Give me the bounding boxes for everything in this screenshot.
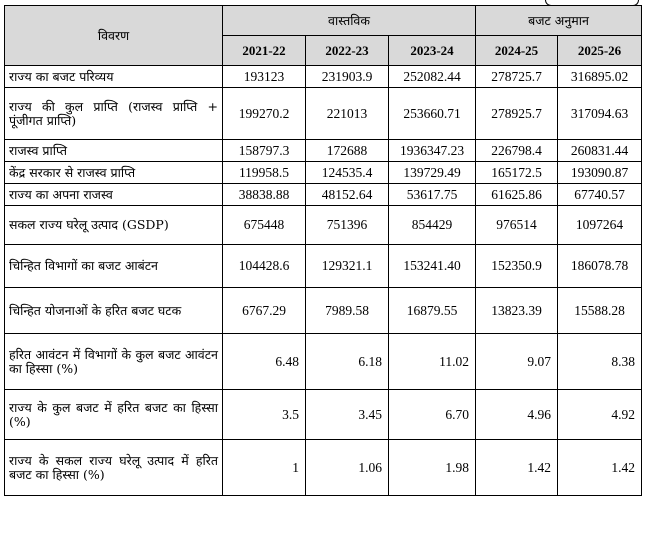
cell-value: 124535.4 [306, 162, 389, 184]
row-label: राज्य का अपना राजस्व [5, 184, 223, 206]
cell-value: 158797.3 [223, 140, 306, 162]
cell-value: 278925.7 [476, 88, 558, 140]
year-header: 2024-25 [476, 36, 558, 66]
cell-value: 9.07 [476, 334, 558, 390]
cell-value: 1.42 [558, 440, 642, 496]
cell-value: 129321.1 [306, 245, 389, 288]
cell-value: 316895.02 [558, 66, 642, 88]
cell-value: 1.06 [306, 440, 389, 496]
cell-value: 48152.64 [306, 184, 389, 206]
cell-value: 15588.28 [558, 288, 642, 334]
cell-value: 3.5 [223, 390, 306, 440]
cell-value: 3.45 [306, 390, 389, 440]
cell-value: 252082.44 [389, 66, 476, 88]
row-label: हरित आवंटन में विभागों के कुल बजट आवंटन का हिस्सा (%) [5, 334, 223, 390]
cell-value: 6767.29 [223, 288, 306, 334]
row-label: राज्य के सकल राज्य घरेलू उत्पाद में हरित बजट का हिस्सा (%) [5, 440, 223, 496]
table-row [5, 140, 642, 162]
cell-value: 165172.5 [476, 162, 558, 184]
table-row [5, 440, 642, 496]
cell-value: 153241.40 [389, 245, 476, 288]
cell-value: 7989.58 [306, 288, 389, 334]
cell-value: 6.18 [306, 334, 389, 390]
cell-value: 231903.9 [306, 66, 389, 88]
cell-value: 253660.71 [389, 88, 476, 140]
cell-value: 16879.55 [389, 288, 476, 334]
year-header: 2025-26 [558, 36, 642, 66]
table-row [5, 206, 642, 245]
cell-value: 4.92 [558, 390, 642, 440]
cell-value: 119958.5 [223, 162, 306, 184]
row-label: राजस्व प्राप्ति [5, 140, 223, 162]
table-row [5, 162, 642, 184]
row-label: चिन्हित योजनाओं के हरित बजट घटक [5, 288, 223, 334]
cell-value: 61625.86 [476, 184, 558, 206]
cell-value: 1.98 [389, 440, 476, 496]
cell-value: 13823.39 [476, 288, 558, 334]
table-row [5, 88, 642, 140]
table-row [5, 390, 642, 440]
table-row [5, 184, 642, 206]
table-row [5, 245, 642, 288]
cell-value: 221013 [306, 88, 389, 140]
cell-value: 260831.44 [558, 140, 642, 162]
budget-table [4, 5, 642, 496]
cell-value: 53617.75 [389, 184, 476, 206]
cell-value: 199270.2 [223, 88, 306, 140]
cell-value: 751396 [306, 206, 389, 245]
cell-value: 11.02 [389, 334, 476, 390]
cell-value: 278725.7 [476, 66, 558, 88]
cell-value: 193123 [223, 66, 306, 88]
row-label: चिन्हित विभागों का बजट आबंटन [5, 245, 223, 288]
column-group-estimate: बजट अनुमान [476, 6, 642, 36]
cell-value: 193090.87 [558, 162, 642, 184]
cell-value: 152350.9 [476, 245, 558, 288]
row-label: राज्य की कुल प्राप्ति (राजस्व प्राप्ति + पूंजीगत प्राप्ति) [5, 88, 223, 140]
year-header: 2021-22 [223, 36, 306, 66]
table-row [5, 288, 642, 334]
cell-value: 186078.78 [558, 245, 642, 288]
cell-value: 104428.6 [223, 245, 306, 288]
cell-value: 4.96 [476, 390, 558, 440]
cell-value: 172688 [306, 140, 389, 162]
cell-value: 8.38 [558, 334, 642, 390]
cell-value: 1 [223, 440, 306, 496]
row-label: राज्य का बजट परिव्यय [5, 66, 223, 88]
column-group-actual: वास्तविक [223, 6, 476, 36]
table-row [5, 334, 642, 390]
cell-value: 976514 [476, 206, 558, 245]
cell-value: 1.42 [476, 440, 558, 496]
cell-value: 67740.57 [558, 184, 642, 206]
cell-value: 38838.88 [223, 184, 306, 206]
table-row [5, 66, 642, 88]
year-header: 2022-23 [306, 36, 389, 66]
cell-value: 1936347.23 [389, 140, 476, 162]
cell-value: 1097264 [558, 206, 642, 245]
cell-value: 317094.63 [558, 88, 642, 140]
cell-value: 139729.49 [389, 162, 476, 184]
year-header: 2023-24 [389, 36, 476, 66]
cell-value: 675448 [223, 206, 306, 245]
row-label: राज्य के कुल बजट में हरित बजट का हिस्सा (%) [5, 390, 223, 440]
cell-value: 6.48 [223, 334, 306, 390]
cell-value: 226798.4 [476, 140, 558, 162]
row-label: सकल राज्य घरेलू उत्पाद (GSDP) [5, 206, 223, 245]
cell-value: 6.70 [389, 390, 476, 440]
row-label: केंद्र सरकार से राजस्व प्राप्ति [5, 162, 223, 184]
cell-value: 854429 [389, 206, 476, 245]
column-header-description: विवरण [5, 6, 223, 66]
